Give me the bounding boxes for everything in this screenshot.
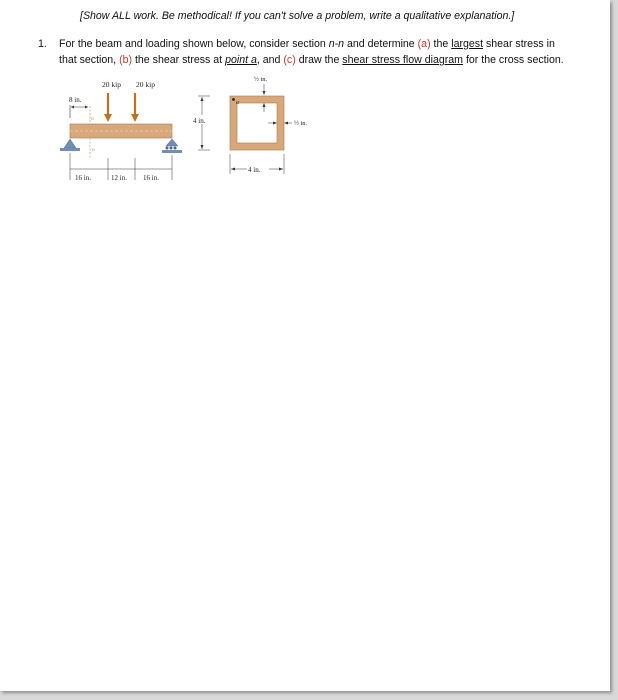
left-pin-support	[64, 139, 76, 148]
wall-side-label: ½ in.	[294, 120, 308, 127]
left-support-base	[60, 148, 80, 151]
text: the shear stress at	[132, 54, 226, 66]
dim-8in-label: 8 in.	[69, 96, 82, 104]
roller	[170, 147, 173, 150]
section-n-top: n	[91, 116, 94, 122]
problem-text-line-1	[59, 38, 555, 50]
section-label: n-n	[328, 38, 345, 50]
text: shear stress in	[483, 38, 555, 50]
part-c-label: (c)	[283, 54, 296, 66]
part-a-label: (a)	[417, 38, 431, 50]
text: the	[430, 38, 452, 50]
dim-arrowhead	[263, 91, 266, 95]
text: that section,	[59, 54, 120, 66]
load-1-label: 20 kip	[102, 80, 121, 89]
span-2-label: 12 in.	[111, 174, 127, 182]
roller	[166, 147, 169, 150]
text: draw the	[295, 54, 343, 66]
shear-flow-emphasis: shear stress flow diagram	[342, 54, 463, 66]
right-roller-support	[166, 139, 178, 146]
load-2-arrowhead	[131, 114, 139, 122]
height-label: 4 in.	[193, 117, 206, 125]
dim-arrowhead	[279, 168, 283, 171]
text: , and	[256, 54, 284, 66]
problem-text-line-2	[59, 54, 564, 66]
span-3-label: 16 in.	[143, 174, 159, 182]
dim-arrowhead	[231, 168, 235, 171]
point-a-label: a	[236, 100, 239, 106]
roller	[174, 147, 177, 150]
text: and determine	[344, 38, 418, 50]
text: For the beam and loading shown below, consider section	[59, 38, 329, 50]
part-b-label: (b)	[119, 54, 133, 66]
instructions-header: [Show ALL work. Be methodical! If you can't solve a problem, write a qualitative explanation.]	[80, 10, 515, 22]
wall-top-label: ½ in.	[254, 76, 268, 83]
largest-emphasis: largest	[451, 38, 484, 50]
right-support-base	[162, 150, 182, 153]
dim-arrowhead	[201, 97, 204, 101]
problem-number: 1.	[38, 38, 47, 50]
beam-figure	[56, 68, 316, 188]
load-1-arrowhead	[104, 114, 112, 122]
dim-arrowhead	[201, 145, 204, 149]
load-2-label: 20 kip	[136, 80, 155, 89]
text: for the cross section.	[463, 54, 564, 66]
span-1-label: 16 in.	[75, 174, 91, 182]
width-label: 4 in.	[248, 166, 261, 174]
dim-arrowhead	[71, 106, 74, 109]
point-a-emphasis: point a	[225, 54, 257, 66]
section-n-bottom: n	[92, 147, 95, 153]
point-a-marker	[232, 98, 235, 101]
dim-arrowhead	[284, 122, 288, 125]
dim-arrowhead	[85, 106, 88, 109]
